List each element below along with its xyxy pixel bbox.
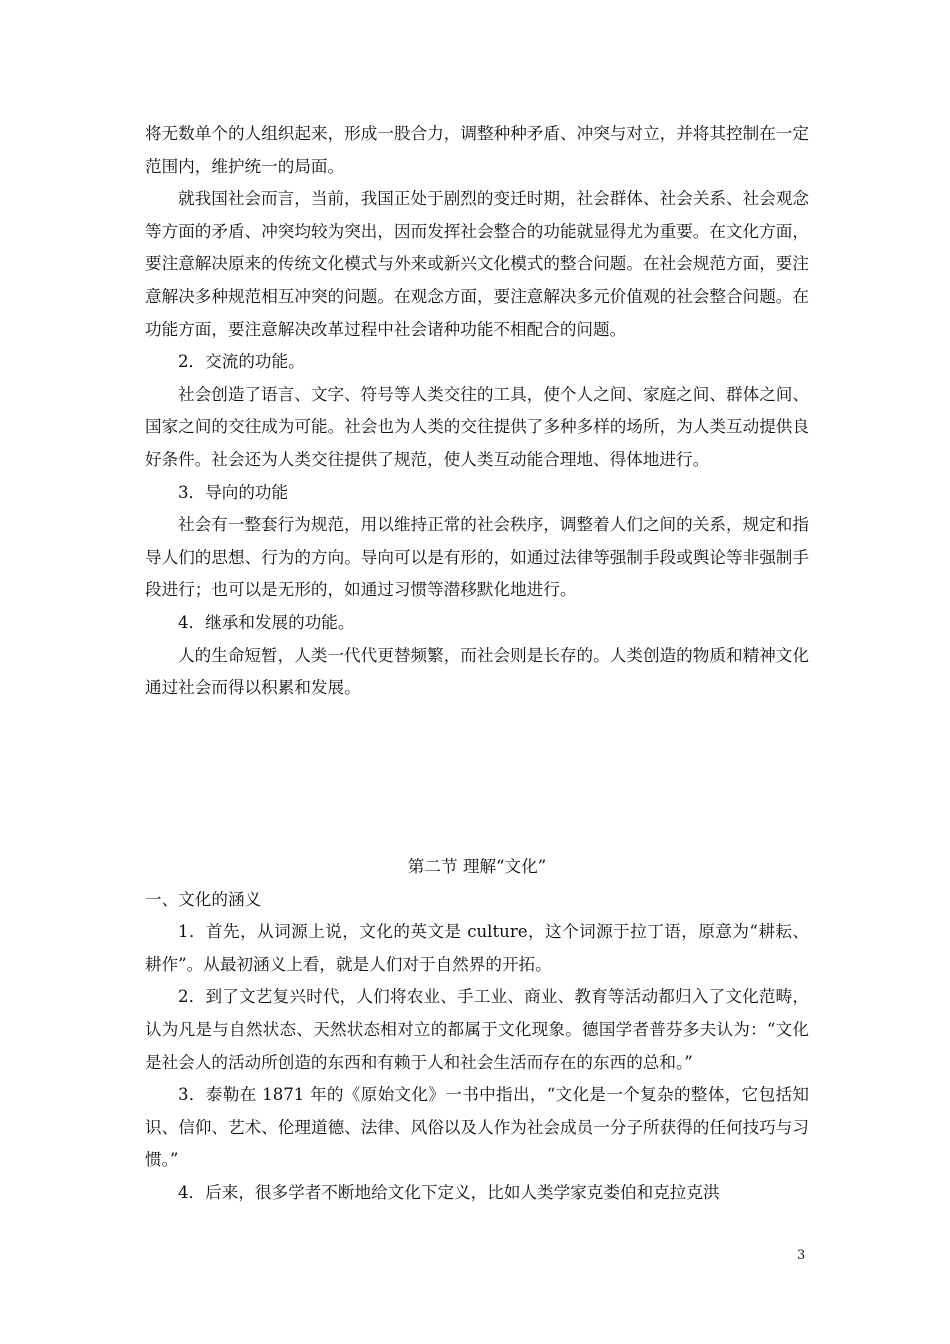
paragraph-guidance: 社会有一整套行为规范，用以维持正常的社会秩序，调整着人们之间的关系，规定和指导人们的思想、行为的方向。导向可以是有形的，如通过法律等强制手段或舆论等非强制手段进行；也可以是无形的，如通过习惯等潜移默化地进行。 <box>145 515 809 600</box>
paragraph-communication: 社会创造了语言、文字、符号等人类交往的工具，使个人之间、家庭之间、群体之间、国家之间的交往成为可能。社会也为人类的交往提供了多种多样的场所，为人类互动提供良好条件。社会还为人类交往提供了规范，使人类互动能合理地、得体地进行。 <box>145 384 809 469</box>
paragraph-later-definitions: 4．后来，很多学者不断地给文化下定义，比如人类学家克娄伯和克拉克洪 <box>178 1182 720 1202</box>
paragraph-tylor: 3．泰勒在 1871 年的《原始文化》一书中指出，“文化是一个复杂的整体，它包括知识、信仰、艺术、伦理道德、法律、风俗以及人作为社会成员一分子所获得的任何技巧与习惯。” <box>145 1085 809 1170</box>
heading-inheritance-function: 4．继承和发展的功能。 <box>178 612 355 632</box>
heading-communication-function: 2．交流的功能。 <box>178 352 305 372</box>
paragraph-continuation: 将无数单个的人组织起来，形成一股合力，调整种种矛盾、冲突与对立，并将其控制在一定范围内，维护统一的局面。 <box>145 124 809 176</box>
subsection-title: 一、文化的涵义 <box>145 889 262 909</box>
section-title: 第二节 理解“文化” <box>407 857 547 876</box>
paragraph-etymology: 1．首先，从词源上说，文化的英文是 culture，这个词源于拉丁语，原意为“耕耘、耕作”。从最初涵义上看，就是人们对于自然界的开拓。 <box>145 922 809 974</box>
body-text-top <box>145 118 809 705</box>
page-number: 3 <box>797 1248 806 1263</box>
body-text-bottom <box>145 851 809 1210</box>
paragraph-social-integration: 就我国社会而言，当前，我国正处于剧烈的变迁时期，社会群体、社会关系、社会观念等方面的矛盾、冲突均较为突出，因而发挥社会整合的功能就显得尤为重要。在文化方面，要注意解决原来的传统文化模式与外来或新兴文化模式的整合问题。在社会规范方面，要注意解决多种规范相互冲突的问题。在观念方面，要注意解决多元价值观的社会整合问题。在功能方面，要注意解决改革过程中社会诸种功能不相配合的问题。 <box>145 189 809 339</box>
paragraph-renaissance: 2．到了文艺复兴时代，人们将农业、手工业、商业、教育等活动都归入了文化范畴，认为凡是与自然状态、天然状态相对立的都属于文化现象。德国学者普芬多夫认为：“文化是社会人的活动所创造的东西和有赖于人和社会生活而存在的东西的总和。” <box>145 987 809 1072</box>
heading-guidance-function: 3．导向的功能 <box>178 482 289 502</box>
paragraph-inheritance: 人的生命短暂，人类一代代更替频繁，而社会则是长存的。人类创造的物质和精神文化通过社会而得以积累和发展。 <box>145 645 809 698</box>
